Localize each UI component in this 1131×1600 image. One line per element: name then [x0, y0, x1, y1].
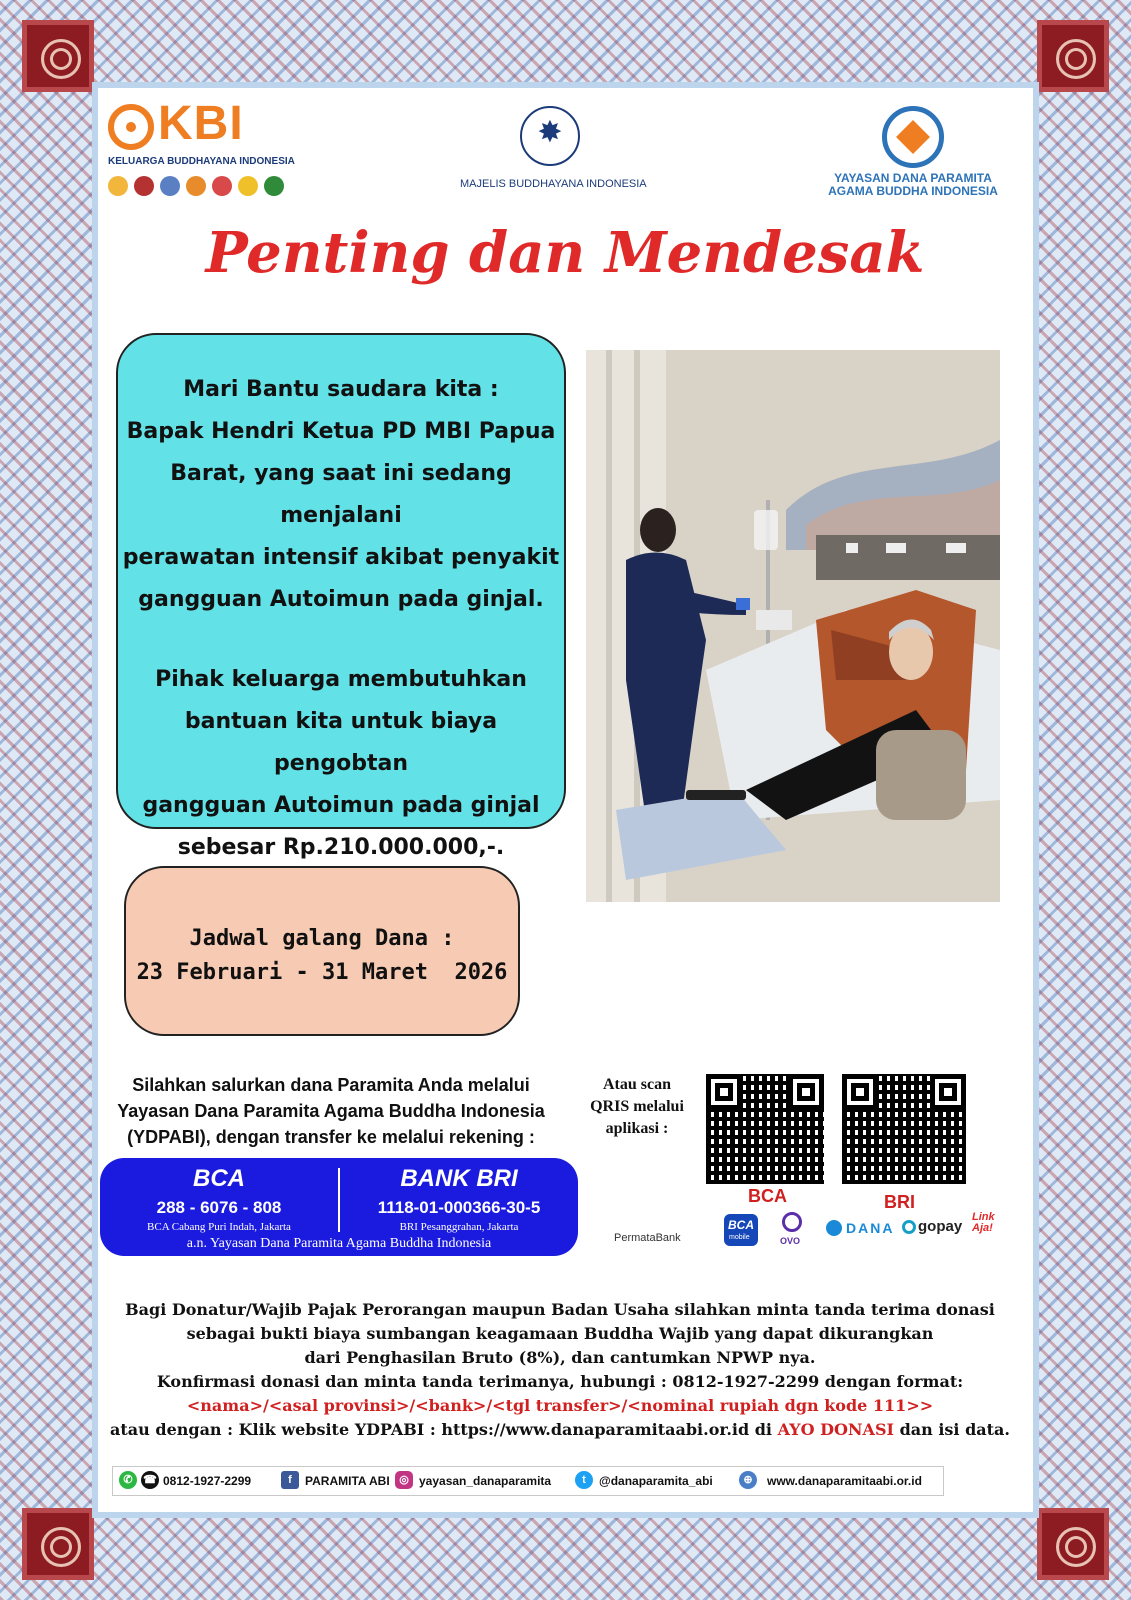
org-badge-icon — [134, 176, 154, 196]
dana-label: DANA — [846, 1220, 895, 1236]
org-badge-icon — [238, 176, 258, 196]
payment-apps-row — [612, 1210, 1004, 1250]
note-line: dari Penghasilan Bruto (8%), dan cantumkan NPWP nya. — [304, 1348, 816, 1367]
dana-icon — [826, 1220, 842, 1236]
gopay-icon — [902, 1220, 916, 1234]
appeal-line: gangguan Autoimun pada ginjal. — [138, 587, 544, 612]
bca-qr-code — [706, 1074, 824, 1184]
facebook-icon: f — [281, 1471, 299, 1489]
mbi-logo — [460, 106, 647, 196]
transfer-line: Silahkan salurkan dana Paramita Anda melalui — [132, 1075, 530, 1095]
org-badge-icon — [108, 176, 128, 196]
ovo-label: OVO — [780, 1236, 801, 1246]
ayo-donasi-link[interactable]: AYO DONASI — [777, 1420, 894, 1439]
bank-accounts-box — [100, 1158, 578, 1256]
note-line — [100, 1418, 1020, 1442]
appeal-line: sebesar Rp.210.000.000,-. — [177, 835, 505, 860]
ydpabi-logo — [818, 106, 1008, 196]
bca-account-number: 288 - 6076 - 808 — [156, 1198, 282, 1217]
ydpabi-title-line2: AGAMA BUDDHA INDONESIA — [828, 184, 998, 198]
corner-ornament — [1037, 20, 1109, 92]
org-badge-icon — [160, 176, 180, 196]
instagram-icon: ◎ — [395, 1471, 413, 1489]
qris-label — [582, 1074, 692, 1140]
appeal-line: bantuan kita untuk biaya pengobtan — [184, 709, 498, 776]
confirmation-format: <nama>/<asal provinsi>/<bank>/<tgl transfer>/<nominal rupiah dgn kode 111>> — [186, 1396, 934, 1415]
account-owner: a.n. Yayasan Dana Paramita Agama Buddha Indonesia — [186, 1236, 492, 1251]
bca-qr-label: BCA — [748, 1186, 787, 1206]
tax-receipt-note — [100, 1298, 1020, 1442]
bri-qr-code — [842, 1074, 966, 1184]
transfer-line: Yayasan Dana Paramita Agama Buddha Indonesia — [117, 1101, 545, 1121]
footer-facebook[interactable]: PARAMITA ABI — [305, 1474, 390, 1488]
bca-account — [104, 1164, 334, 1234]
qris-label-line: aplikasi : — [605, 1120, 669, 1137]
linkaja-logo: Link Aja! — [972, 1211, 995, 1234]
appeal-text-box — [116, 333, 566, 860]
transfer-instructions — [86, 1072, 576, 1150]
bca-mobile-sub: mobile — [729, 1234, 750, 1241]
appeal-line: Mari Bantu saudara kita : — [183, 377, 499, 402]
ovo-icon — [782, 1212, 802, 1232]
corner-ornament — [22, 1508, 94, 1580]
corner-ornament — [22, 20, 94, 92]
bca-logo: BCA — [193, 1165, 245, 1192]
appeal-line: Barat, yang saat ini sedang menjalani — [170, 461, 512, 528]
note-text: dan isi data. — [894, 1420, 1010, 1439]
whatsapp-icon: ✆ — [119, 1471, 137, 1489]
bri-branch: BRI Pesanggrahan, Jakarta — [399, 1221, 519, 1233]
qris-label-line: Atau scan — [602, 1076, 671, 1093]
note-line: sebagai bukti biaya sumbangan keagamaan Buddha Wajib yang dapat dikurangkan — [186, 1324, 934, 1343]
bri-logo: BANK BRI — [400, 1165, 518, 1192]
bri-account-number: 1118-01-000366-30-5 — [377, 1198, 541, 1217]
kbi-sub-organization-icons — [108, 176, 284, 196]
dharma-wheel-icon — [108, 104, 154, 150]
bri-account — [344, 1164, 574, 1234]
mbi-emblem-icon — [520, 106, 580, 166]
transfer-line: (YDPABI), dengan transfer ke melalui rekening : — [127, 1127, 535, 1147]
footer-website[interactable]: www.danaparamitaabi.or.id — [767, 1474, 922, 1488]
gopay-label: gopay — [918, 1218, 963, 1235]
org-badge-icon — [186, 176, 206, 196]
fundraising-schedule-box — [124, 866, 520, 1036]
globe-icon: ⊕ — [739, 1471, 757, 1489]
schedule-dates: 23 Februari - 31 Maret 2026 — [136, 960, 508, 985]
permatabank-logo: PermataBank — [614, 1232, 681, 1244]
footer-instagram[interactable]: yayasan_danaparamita — [419, 1474, 552, 1488]
footer-twitter[interactable]: @danaparamita_abi — [599, 1474, 713, 1488]
bca-branch: BCA Cabang Puri Indah, Jakarta — [147, 1221, 291, 1233]
appeal-line: Pihak keluarga membutuhkan — [155, 667, 527, 692]
note-line: Bagi Donatur/Wajib Pajak Perorangan maupun Badan Usaha silahkan minta tanda terima donasi — [125, 1300, 995, 1319]
kbi-title: KBI — [158, 97, 244, 150]
note-text: atau dengan : Klik website YDPABI : https://www.danaparamitaabi.or.id di — [110, 1420, 778, 1439]
appeal-line: Bapak Hendri Ketua PD MBI Papua — [126, 419, 556, 444]
twitter-icon: t — [575, 1471, 593, 1489]
ydpabi-emblem-icon — [882, 106, 944, 168]
divider — [338, 1168, 340, 1232]
corner-ornament — [1037, 1508, 1109, 1580]
ydpabi-title-line1: YAYASAN DANA PARAMITA — [834, 171, 992, 185]
bri-qr-label: BRI — [884, 1192, 915, 1212]
phone-icon: ☎ — [141, 1471, 159, 1489]
mbi-title: MAJELIS BUDDHAYANA INDONESIA — [460, 178, 647, 190]
schedule-label: Jadwal galang Dana : — [189, 926, 455, 951]
kbi-subtitle: KELUARGA BUDDHAYANA INDONESIA — [108, 156, 295, 167]
patient-photo — [586, 350, 1000, 902]
org-badge-icon — [264, 176, 284, 196]
qris-label-line: QRIS melalui — [590, 1098, 684, 1115]
appeal-line: gangguan Autoimun pada ginjal — [142, 793, 540, 818]
appeal-line: perawatan intensif akibat penyakit — [122, 545, 560, 570]
headline: Penting dan Mendesak — [205, 220, 925, 286]
kbi-logo — [108, 97, 295, 204]
note-line: Konfirmasi donasi dan minta tanda terimanya, hubungi : 0812-1927-2299 dengan format: — [156, 1372, 964, 1391]
bca-mobile-label: BCA — [728, 1218, 754, 1232]
org-badge-icon — [212, 176, 232, 196]
contact-footer — [112, 1466, 944, 1496]
footer-phone[interactable]: 0812-1927-2299 — [163, 1474, 252, 1488]
